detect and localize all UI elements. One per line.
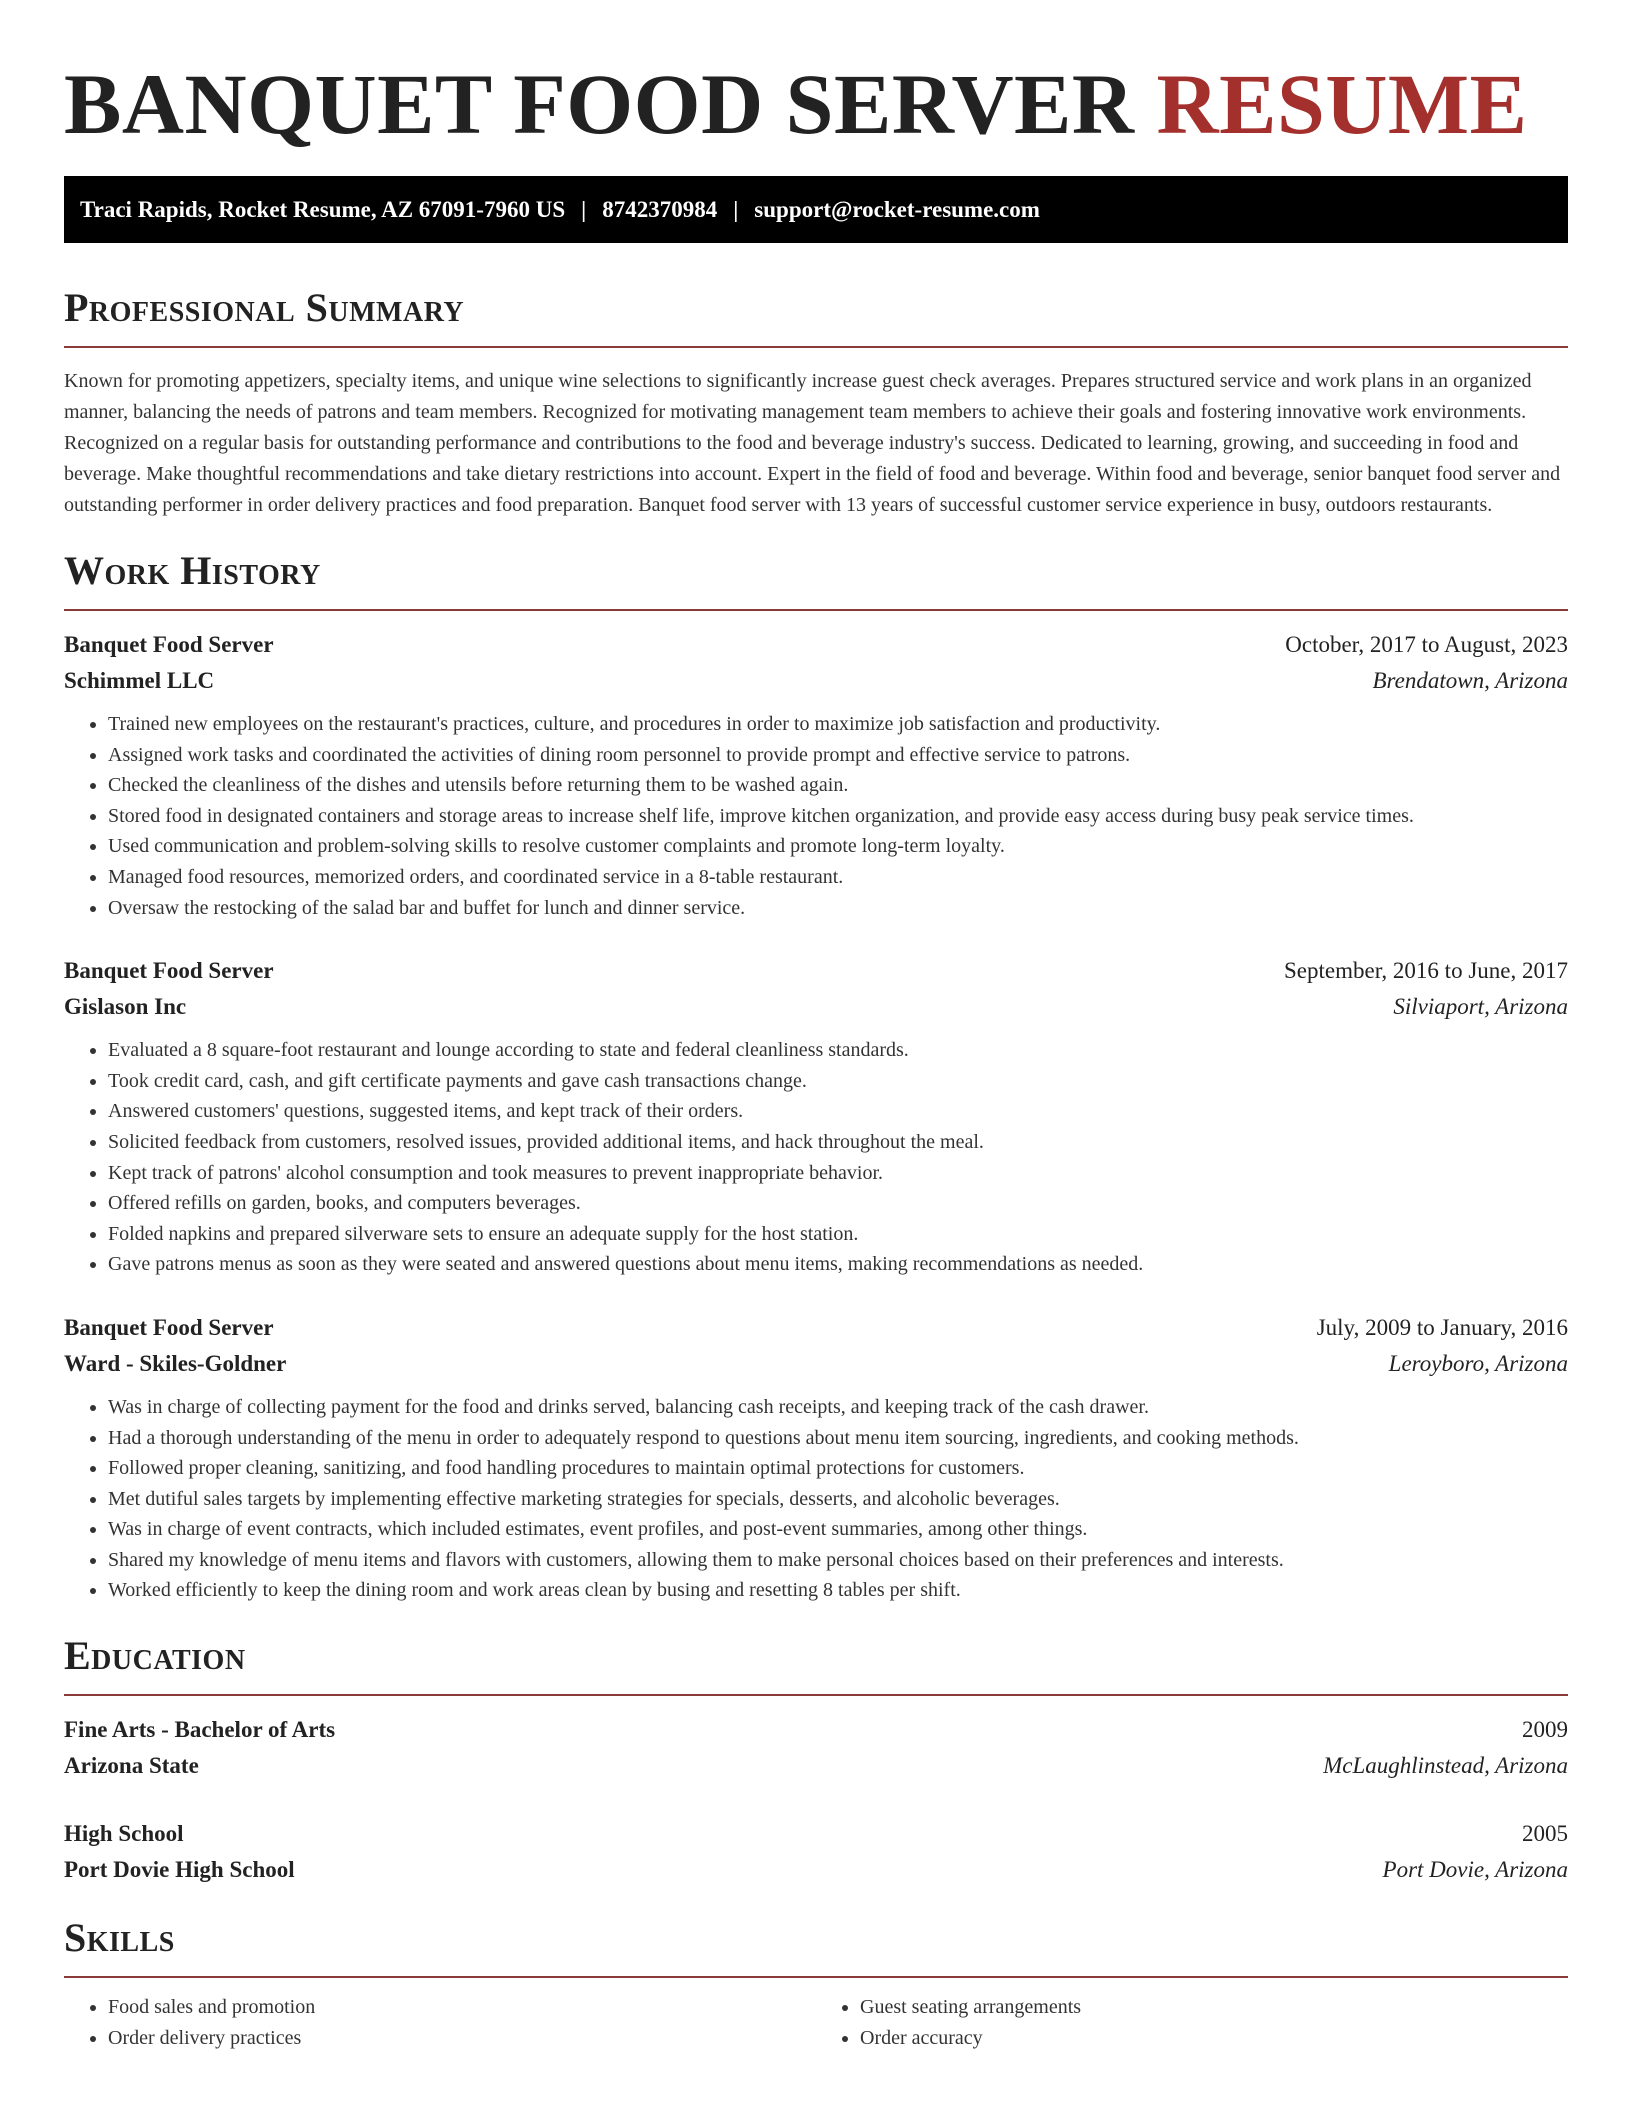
- job-location: Leroyboro, Arizona: [1388, 1350, 1568, 1376]
- list-item: • Met dutiful sales targets by implementing effective marketing strategies for specials, desserts, and alcoholic beverages.: [108, 1484, 1568, 1515]
- job-company-row: [64, 1346, 1568, 1382]
- section-divider: [64, 1694, 1568, 1696]
- list-item: • Answered customers' questions, suggested items, and kept track of their orders.: [108, 1096, 1568, 1127]
- list-item: • Stored food in designated containers and storage areas to increase shelf life, improve kitchen organization, and provide easy access during busy peak service times.: [108, 801, 1568, 832]
- list-item: • Was in charge of event contracts, which included estimates, event profiles, and post-event summaries, among other things.: [108, 1514, 1568, 1545]
- job-company: Gislason Inc: [64, 994, 187, 1020]
- list-item: • Used communication and problem-solving skills to resolve customer complaints and promote long-term loyalty.: [108, 831, 1568, 862]
- list-item: • Solicited feedback from customers, resolved issues, provided additional items, and hack throughout the meal.: [108, 1127, 1568, 1158]
- list-item: • Shared my knowledge of menu items and flavors with customers, allowing them to make personal choices based on their preferences and interests.: [108, 1545, 1568, 1576]
- list-item: • Evaluated a 8 square-foot restaurant and lounge according to state and federal cleanliness standards.: [108, 1035, 1568, 1066]
- work-section: [64, 547, 1568, 1606]
- skills-list-left: [64, 1992, 816, 2053]
- list-item: • Oversaw the restocking of the salad bar and buffet for lunch and dinner service.: [108, 893, 1568, 924]
- job-header-row: [64, 1310, 1568, 1346]
- job-duties-list: [64, 709, 1568, 923]
- skills-columns: [64, 1978, 1568, 2053]
- list-item: • Offered refills on garden, books, and computers beverages.: [108, 1188, 1568, 1219]
- contact-address: Traci Rapids, Rocket Resume, AZ 67091-7960 US: [80, 196, 566, 222]
- list-item: • Assigned work tasks and coordinated the activities of dining room personnel to provide prompt and effective service to patrons.: [108, 740, 1568, 771]
- job-header-row: [64, 953, 1568, 989]
- section-heading-work: Work History: [64, 548, 321, 593]
- list-item: • Order delivery practices: [108, 2023, 816, 2054]
- section-heading-skills: Skills: [64, 1915, 175, 1961]
- education-degree: High School: [64, 1821, 184, 1847]
- job-duties-list: [64, 1035, 1568, 1280]
- job-dates: October, 2017 to August, 2023: [1285, 632, 1568, 657]
- job-title: Banquet Food Server: [64, 1314, 274, 1340]
- contact-email: support@rocket-resume.com: [754, 196, 1040, 222]
- job-duties-list: [64, 1392, 1568, 1606]
- job-company-row: [64, 663, 1568, 699]
- summary-text: Known for promoting appetizers, specialty items, and unique wine selections to significantly increase guest check averages. Prepares structured service and work plans in an organized manner, balancing the needs of patrons and team members. Recognized for motivating management team members to achieve their goals and fostering innovative work environments. Recognized on a regular basis for outstanding performance and contributions to the food and beverage industry's success. Dedicated to learning, growing, and succeeding in food and beverage. Make thoughtful recommendations and take dietary restrictions into account. Expert in the field of food and beverage. Within food and beverage, senior banquet food server and outstanding performer in order delivery practices and food preparation. Banquet food server with 13 years of successful customer service experience in busy, outdoors restaurants.: [64, 370, 1561, 516]
- education-school-row: [64, 1852, 1568, 1888]
- education-header-row: [64, 1712, 1568, 1748]
- job-title: Banquet Food Server: [64, 958, 274, 984]
- list-item: • Was in charge of collecting payment for the food and drinks served, balancing cash receipts, and keeping track of the cash drawer.: [108, 1392, 1568, 1423]
- contact-bar: [64, 176, 1568, 243]
- title-accent: RESUME: [1156, 56, 1528, 152]
- section-heading-education: Education: [64, 1633, 246, 1679]
- skills-list-right: [816, 1992, 1568, 2053]
- list-item: • Kept track of patrons' alcohol consumption and took measures to prevent inappropriate behavior.: [108, 1158, 1568, 1189]
- summary-section: [64, 284, 1568, 521]
- title-main: BANQUET FOOD SERVER: [64, 56, 1135, 152]
- list-item: • Checked the cleanliness of the dishes and utensils before returning them to be washed again.: [108, 770, 1568, 801]
- section-divider: [64, 346, 1568, 348]
- education-school-row: [64, 1748, 1568, 1784]
- list-item: • Trained new employees on the restaurant's practices, culture, and procedures in order to maximize job satisfaction and productivity.: [108, 709, 1568, 740]
- list-item: • Guest seating arrangements: [860, 1992, 1568, 2023]
- list-item: • Followed proper cleaning, sanitizing, and food handling procedures to maintain optimal protections for customers.: [108, 1453, 1568, 1484]
- section-heading-summary: Professional Summary: [64, 285, 465, 330]
- education-location: McLaughlinstead, Arizona: [1323, 1753, 1568, 1779]
- list-item: • Worked efficiently to keep the dining room and work areas clean by busing and resetting 8 tables per shift.: [108, 1575, 1568, 1606]
- education-entry: [64, 1816, 1568, 1888]
- job-company: Schimmel LLC: [64, 668, 215, 693]
- education-entry: [64, 1712, 1568, 1784]
- education-school: Port Dovie High School: [64, 1857, 295, 1883]
- list-item: • Food sales and promotion: [108, 1992, 816, 2023]
- list-item: • Order accuracy: [860, 2023, 1568, 2054]
- job-header-row: [64, 627, 1568, 663]
- job-entry: [64, 1310, 1568, 1606]
- job-entry: [64, 627, 1568, 923]
- contact-phone: 8742370984: [602, 196, 718, 222]
- section-divider: [64, 609, 1568, 611]
- education-section: [64, 1632, 1568, 1888]
- contact-separator: |: [733, 196, 739, 222]
- job-dates: July, 2009 to January, 2016: [1316, 1314, 1568, 1340]
- education-location: Port Dovie, Arizona: [1382, 1857, 1568, 1883]
- education-header-row: [64, 1816, 1568, 1852]
- skills-section: [64, 1914, 1568, 2053]
- contact-separator: |: [581, 196, 587, 222]
- list-item: • Managed food resources, memorized orders, and coordinated service in a 8-table restaurant.: [108, 862, 1568, 893]
- job-company-row: [64, 989, 1568, 1025]
- education-school: Arizona State: [64, 1753, 199, 1779]
- list-item: • Took credit card, cash, and gift certificate payments and gave cash transactions change.: [108, 1066, 1568, 1097]
- list-item: • Gave patrons menus as soon as they were seated and answered questions about menu items, making recommendations as needed.: [108, 1249, 1568, 1280]
- list-item: • Had a thorough understanding of the menu in order to adequately respond to questions about menu item sourcing, ingredients, and cooking methods.: [108, 1423, 1568, 1454]
- job-company: Ward - Skiles-Goldner: [64, 1350, 287, 1376]
- job-dates: September, 2016 to June, 2017: [1284, 958, 1568, 984]
- education-degree: Fine Arts - Bachelor of Arts: [64, 1717, 336, 1743]
- job-entry: [64, 953, 1568, 1280]
- job-title: Banquet Food Server: [64, 632, 274, 657]
- education-year: 2005: [1522, 1821, 1568, 1847]
- list-item: • Folded napkins and prepared silverware sets to ensure an adequate supply for the host station.: [108, 1219, 1568, 1250]
- education-year: 2009: [1522, 1717, 1568, 1743]
- resume-title: [64, 0, 1568, 176]
- job-location: Silviaport, Arizona: [1393, 994, 1568, 1020]
- job-location: Brendatown, Arizona: [1372, 668, 1568, 693]
